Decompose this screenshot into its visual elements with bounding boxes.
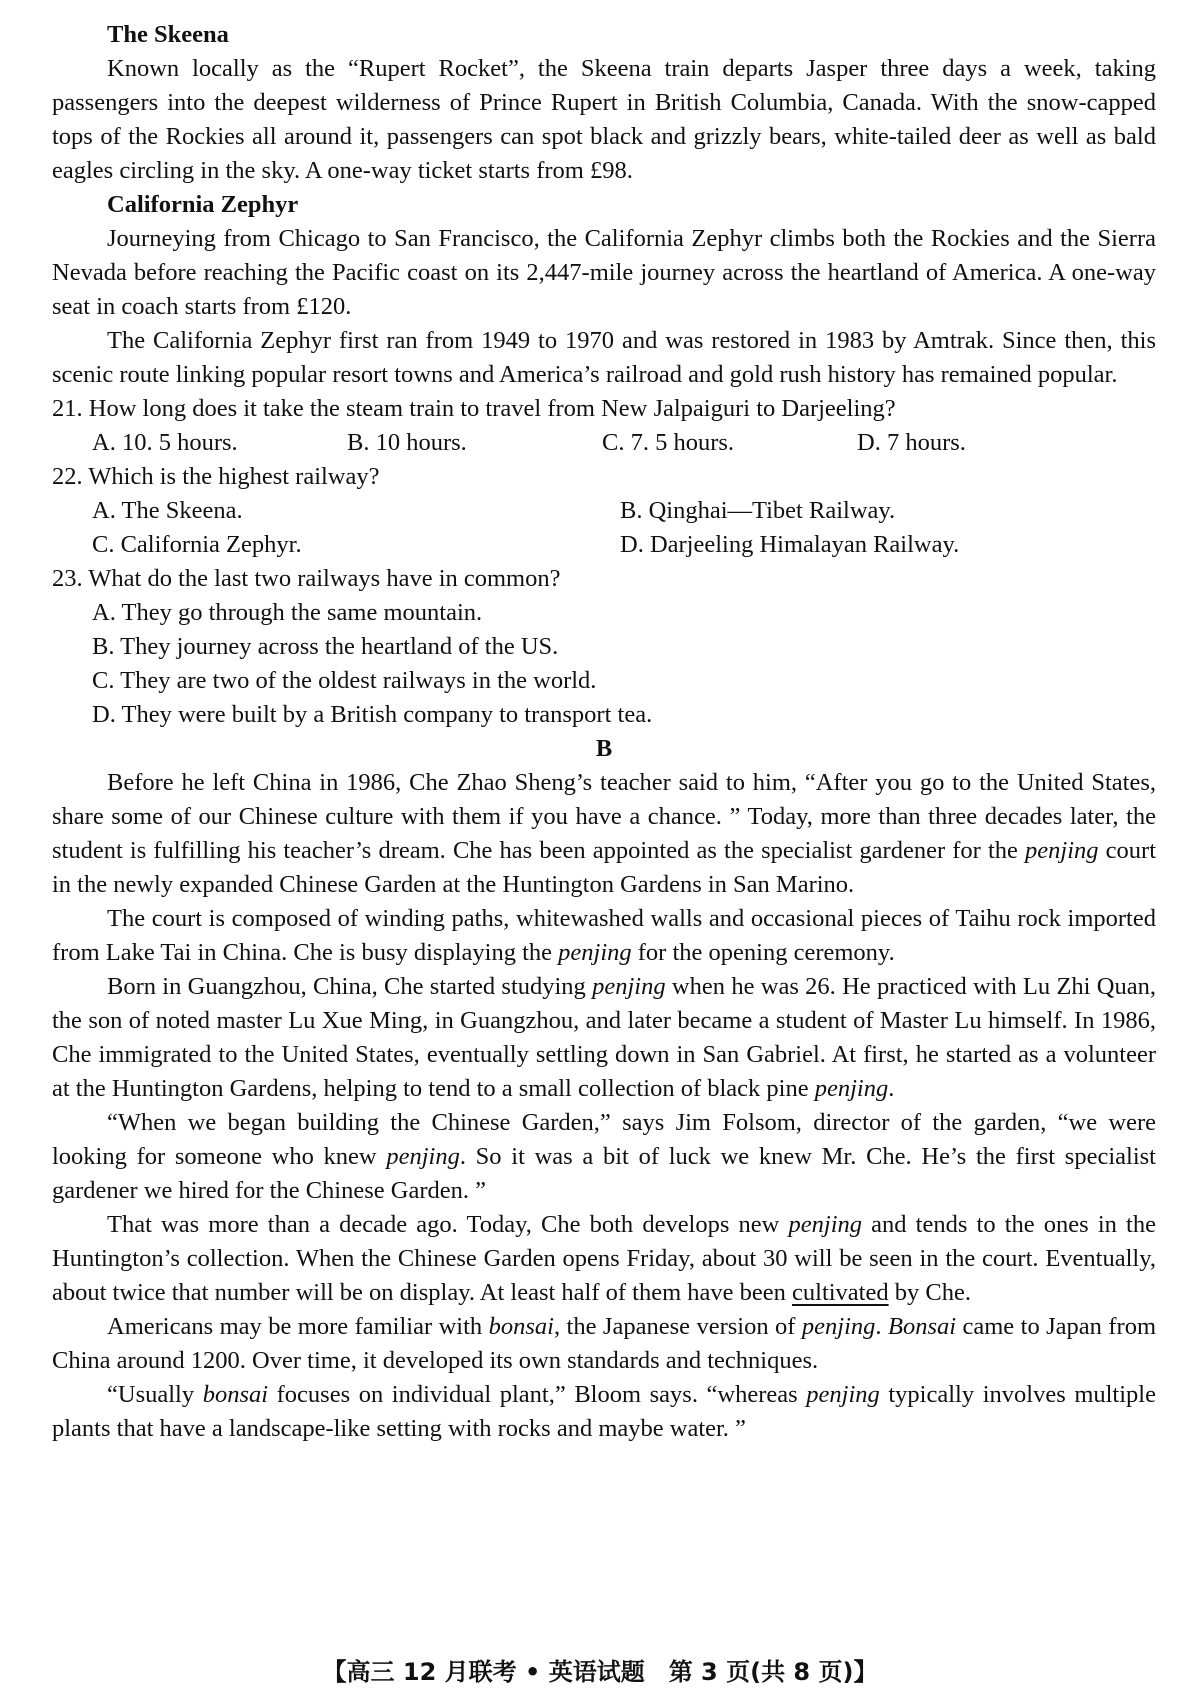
bonsai-term: bonsai [202, 1381, 269, 1408]
option-22-b: B. Qinghai—Tibet Railway. [620, 497, 896, 524]
passage-b-paragraph-3: Born in Guangzhou, China, Che started studying penjing when he was 26. He practiced with Lu Zhi Quan, the son of noted master Lu Xue Ming, in Guangzhou, and later became a student of Master Lu himself. In 1986, Che immigrated to the United States, eventually settling down in San Gabriel. At first, he started as a volunteer at the Huntington Gardens, helping to tend to a small collection of black pine penjing. [52, 973, 1156, 1102]
document-body [52, 18, 1156, 1446]
zephyr-paragraph-1: Journeying from Chicago to San Francisco, the California Zephyr climbs both the Rockies and the Sierra Nevada before reaching the Pacific coast on its 2,447-mile journey across the heartland of America. A one-way seat in coach starts from £120. [52, 225, 1156, 320]
option-22-c: C. California Zephyr. [92, 531, 302, 558]
penjing-term: penjing [558, 939, 632, 966]
penjing-term: penjing [592, 973, 666, 1000]
question-22-options-row-2 [52, 528, 1156, 562]
section-heading-skeena: The Skeena [107, 21, 229, 48]
section-heading-california-zephyr: California Zephyr [107, 191, 299, 218]
section-b-label: B [595, 735, 613, 762]
option-23-d: D. They were built by a British company to transport tea. [92, 701, 653, 728]
option-23-b: B. They journey across the heartland of the US. [92, 633, 559, 660]
passage-b-paragraph-6: Americans may be more familiar with bonsai, the Japanese version of penjing. Bonsai came to Japan from China around 1200. Over time, it developed its own standards and techniques. [52, 1313, 1157, 1374]
penjing-term: penjing [788, 1211, 863, 1238]
passage-b-paragraph-4: “When we began building the Chinese Garden,” says Jim Folsom, director of the garden, “we were looking for someone who knew penjing. So it was a bit of luck we knew Mr. Che. He’s the first specialist gardener we hired for the Chinese Garden. ” [52, 1109, 1156, 1204]
option-22-d: D. Darjeeling Himalayan Railway. [620, 531, 960, 558]
question-22-options-row-1 [52, 494, 1156, 528]
option-21-a: A. 10. 5 hours. [92, 429, 238, 456]
page-footer: 【高三 12 月联考 • 英语试题 第 3 页(共 8 页)】 [322, 1658, 878, 1686]
penjing-term: penjing [386, 1143, 460, 1170]
option-23-c: C. They are two of the oldest railways in the world. [92, 667, 597, 694]
option-22-a: A. The Skeena. [92, 497, 243, 524]
skeena-paragraph: Known locally as the “Rupert Rocket”, the Skeena train departs Jasper three days a week, taking passengers into the deepest wilderness of Prince Rupert in British Columbia, Canada. With the snow-capped tops of the Rockies all around it, passengers can spot black and grizzly bears, white-tailed deer as well as bald eagles circling in the sky. A one-way ticket starts from £98. [52, 55, 1156, 184]
question-21-options [52, 426, 1156, 460]
bonsai-term: bonsai [488, 1313, 554, 1340]
bonsai-term: Bonsai [887, 1313, 957, 1340]
underlined-word-cultivated: cultivated [792, 1279, 889, 1306]
question-21-stem: 21. How long does it take the steam train to travel from New Jalpaiguri to Darjeeling? [52, 395, 896, 422]
passage-b-paragraph-2: The court is composed of winding paths, whitewashed walls and occasional pieces of Taihu rock imported from Lake Tai in China. Che is busy displaying the penjing for the opening ceremony. [52, 905, 1156, 966]
question-22-stem: 22. Which is the highest railway? [52, 463, 380, 490]
option-23-a: A. They go through the same mountain. [92, 599, 483, 626]
option-21-b: B. 10 hours. [347, 429, 467, 456]
penjing-term: penjing [1025, 837, 1099, 864]
question-23-stem: 23. What do the last two railways have in common? [52, 565, 561, 592]
passage-b-paragraph-5: That was more than a decade ago. Today, Che both develops new penjing and tends to the ones in the Huntington’s collection. When the Chinese Garden opens Friday, about 30 will be seen in the court. Eventually, about twice that number will be on display. At least half of them have been cultivated by Che. [52, 1211, 1156, 1306]
zephyr-paragraph-2: The California Zephyr first ran from 1949 to 1970 and was restored in 1983 by Amtrak. Since then, this scenic route linking popular resort towns and America’s railroad and gold rush history has remained popular. [52, 327, 1156, 388]
penjing-term: penjing [814, 1075, 889, 1102]
penjing-term: penjing [806, 1381, 880, 1408]
option-21-d: D. 7 hours. [857, 429, 966, 456]
option-21-c: C. 7. 5 hours. [602, 429, 735, 456]
passage-b-paragraph-1: Before he left China in 1986, Che Zhao Sheng’s teacher said to him, “After you go to the United States, share some of our Chinese culture with them if you have a chance. ” Today, more than three decades later, the student is fulfilling his teacher’s dream. Che has been appointed as the specialist gardener for the penjing court in the newly expanded Chinese Garden at the Huntington Gardens in San Marino. [52, 769, 1156, 898]
penjing-term: penjing [801, 1313, 876, 1340]
passage-b-paragraph-7: “Usually bonsai focuses on individual plant,” Bloom says. “whereas penjing typically involves multiple plants that have a landscape-like setting with rocks and maybe water. ” [52, 1381, 1156, 1442]
